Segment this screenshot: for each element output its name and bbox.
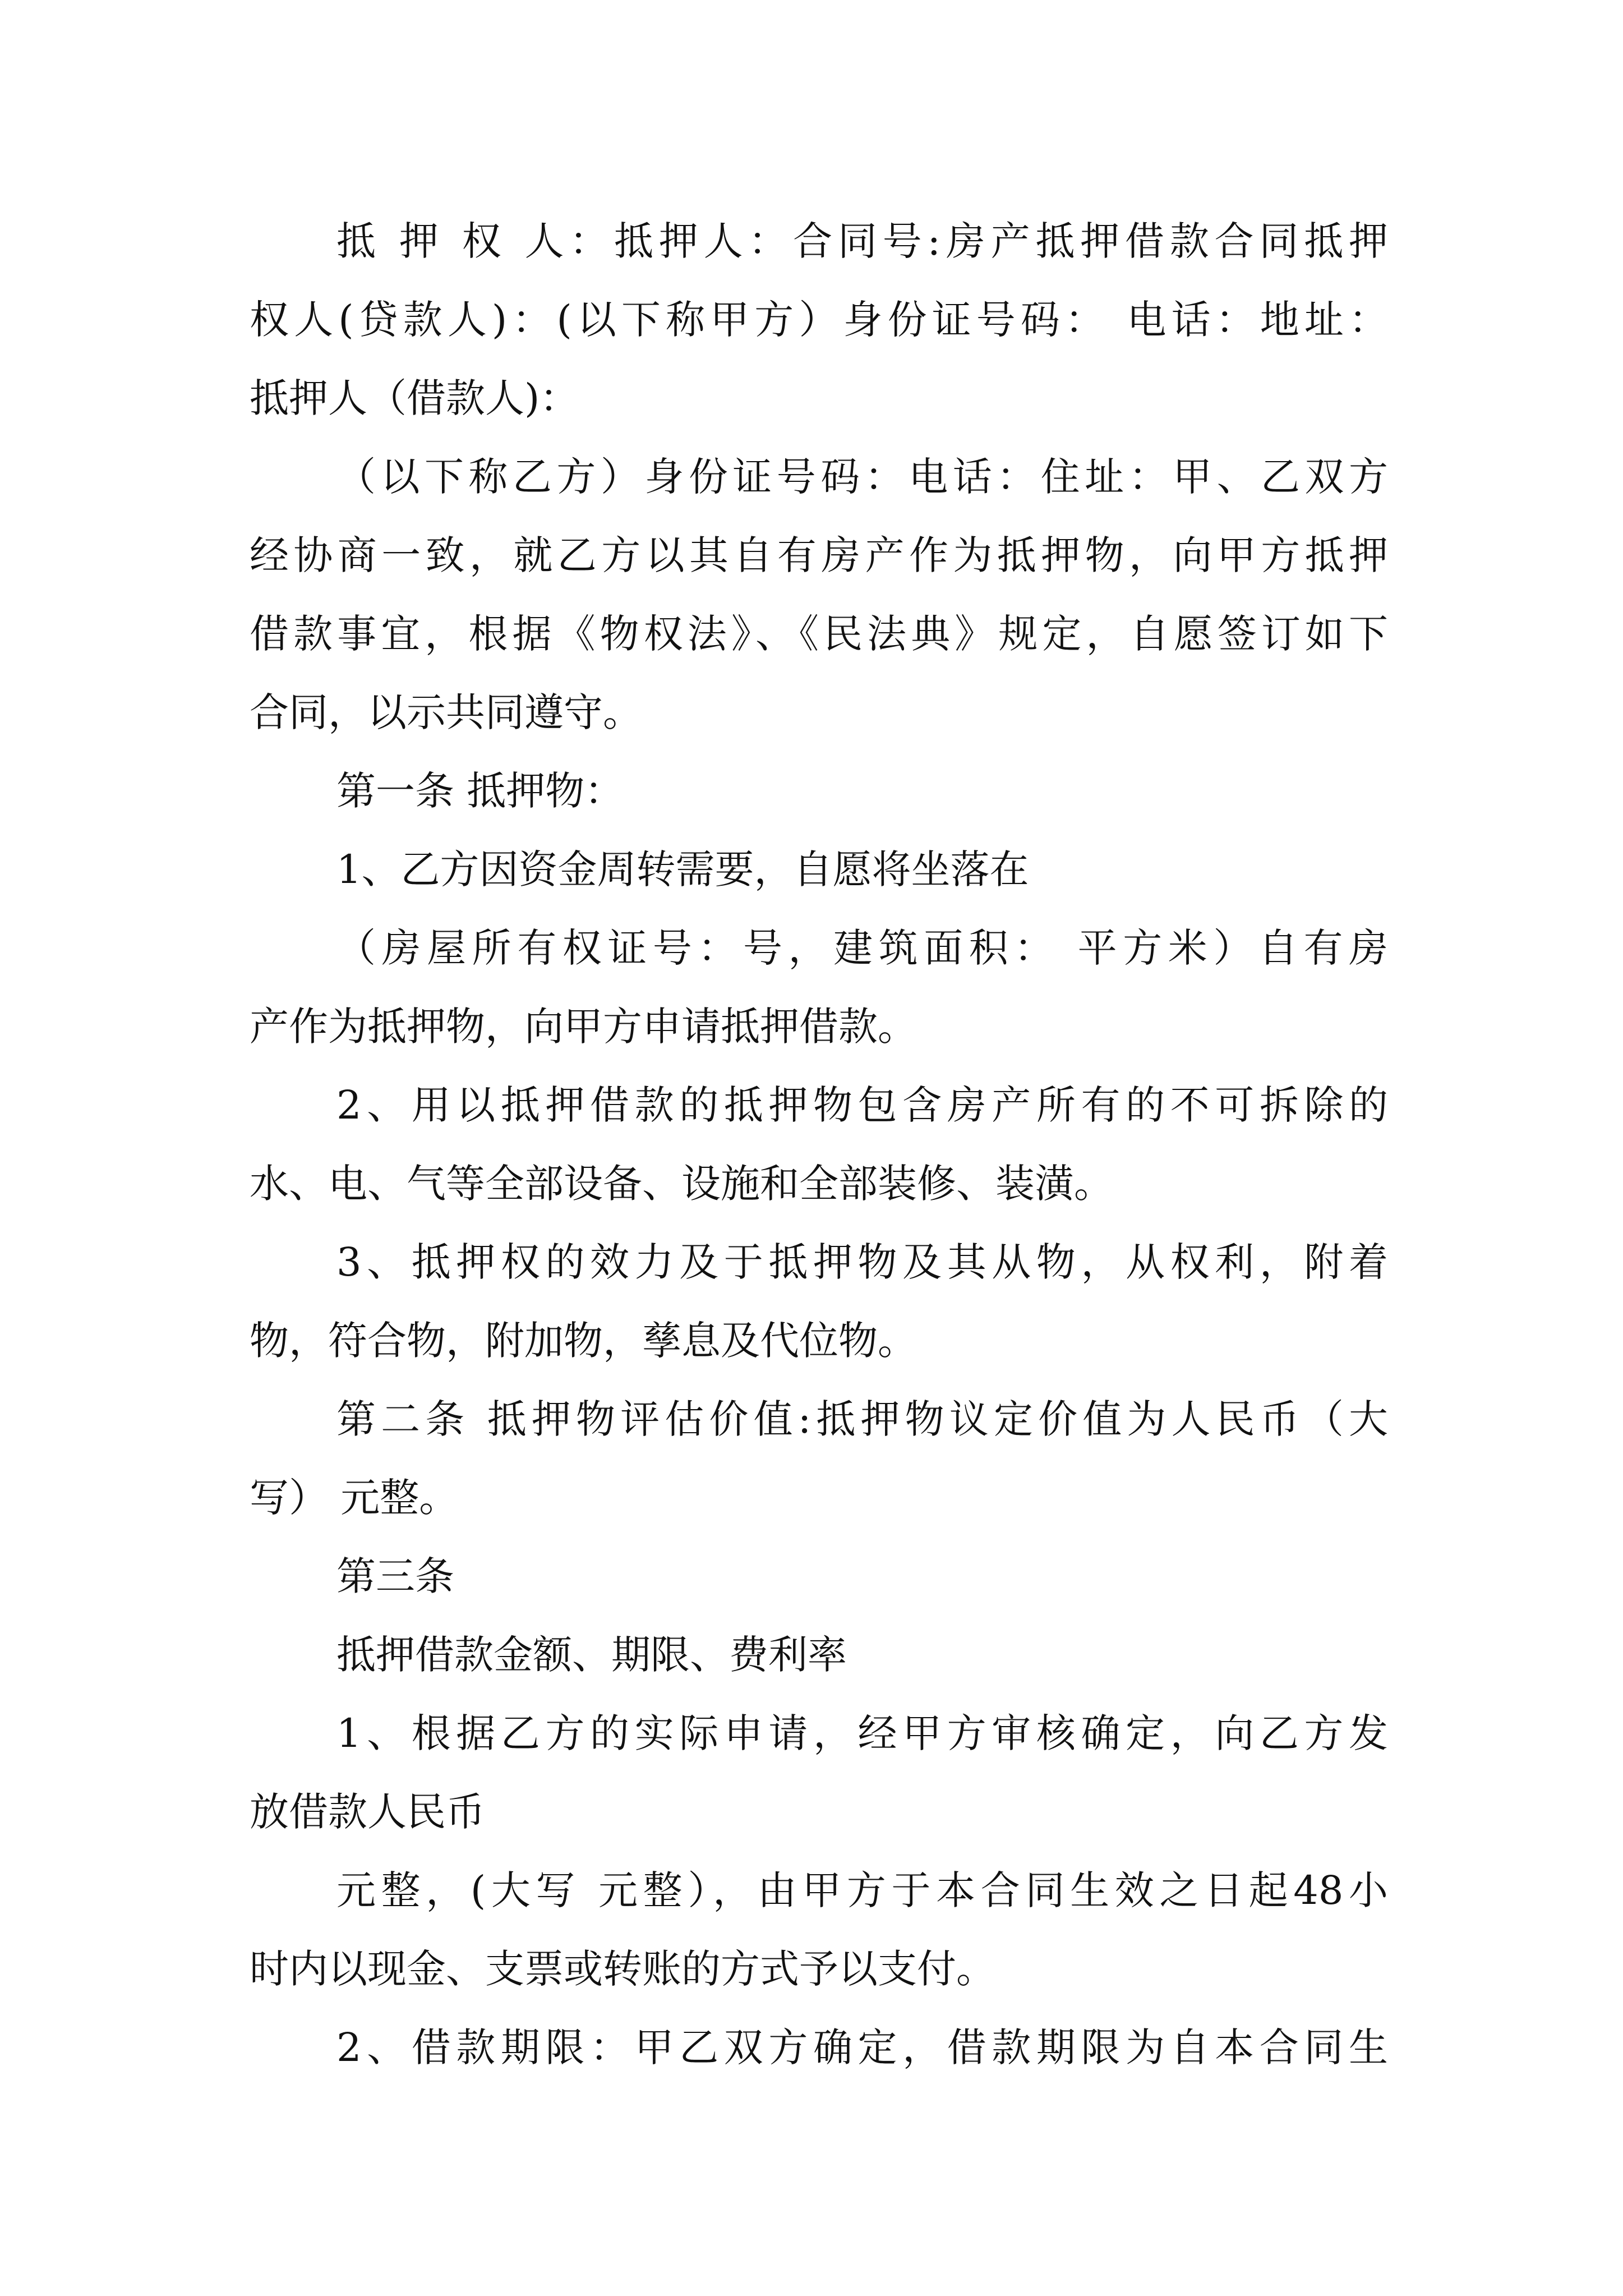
text-line: 时内以现金、支票或转账的方式予以支付。 — [250, 1946, 995, 1992]
text-line: 3、抵押权的效力及于抵押物及其从物，从权利，附着 — [336, 1239, 1388, 1285]
section-heading: 第三条 — [336, 1553, 454, 1599]
text-line: 借款事宜，根据《物权法》、《民法典》规定，自愿签订如下 — [250, 611, 1388, 657]
section-subheading: 抵押借款金额、期限、费利率 — [336, 1632, 847, 1678]
text-line: 抵押人（借款人)： — [250, 375, 579, 421]
text-line: （以下称乙方）身份证号码：电话：住址：甲、乙双方 — [336, 454, 1388, 500]
text-line: 元整，(大写 元整），由甲方于本合同生效之日起48小 — [336, 1867, 1388, 1913]
text-line: 权人(贷款人)：(以下称甲方）身份证号码： 电话：地址： — [250, 297, 1388, 343]
section-heading: 第一条 抵押物： — [336, 768, 624, 814]
text-line: 1、根据乙方的实际申请，经甲方审核确定，向乙方发 — [336, 1710, 1388, 1756]
text-line: 2、借款期限：甲乙双方确定，借款期限为自本合同生 — [336, 2024, 1388, 2070]
text-line: 2、用以抵押借款的抵押物包含房产所有的不可拆除的 — [336, 1082, 1388, 1128]
text-line: 抵 押 权 人：抵押人：合同号:房产抵押借款合同抵押 — [336, 218, 1388, 264]
text-line: （房屋所有权证号：号，建筑面积： 平方米）自有房 — [336, 925, 1388, 971]
text-line: 水、电、气等全部设备、设施和全部装修、装潢。 — [250, 1161, 1113, 1207]
section-heading: 第二条 抵押物评估价值:抵押物议定价值为人民币（大 — [336, 1396, 1388, 1442]
text-line: 产作为抵押物，向甲方申请抵押借款。 — [250, 1004, 917, 1050]
text-line: 放借款人民币 — [250, 1789, 485, 1835]
text-line: 写） 元整。 — [250, 1475, 459, 1521]
text-line: 1、乙方因资金周转需要，自愿将坐落在 — [336, 846, 1029, 892]
text-line: 经协商一致，就乙方以其自有房产作为抵押物，向甲方抵押 — [250, 532, 1388, 578]
text-line: 物，符合物，附加物，孳息及代位物。 — [250, 1318, 917, 1364]
text-line: 合同，以示共同遵守。 — [250, 689, 642, 735]
